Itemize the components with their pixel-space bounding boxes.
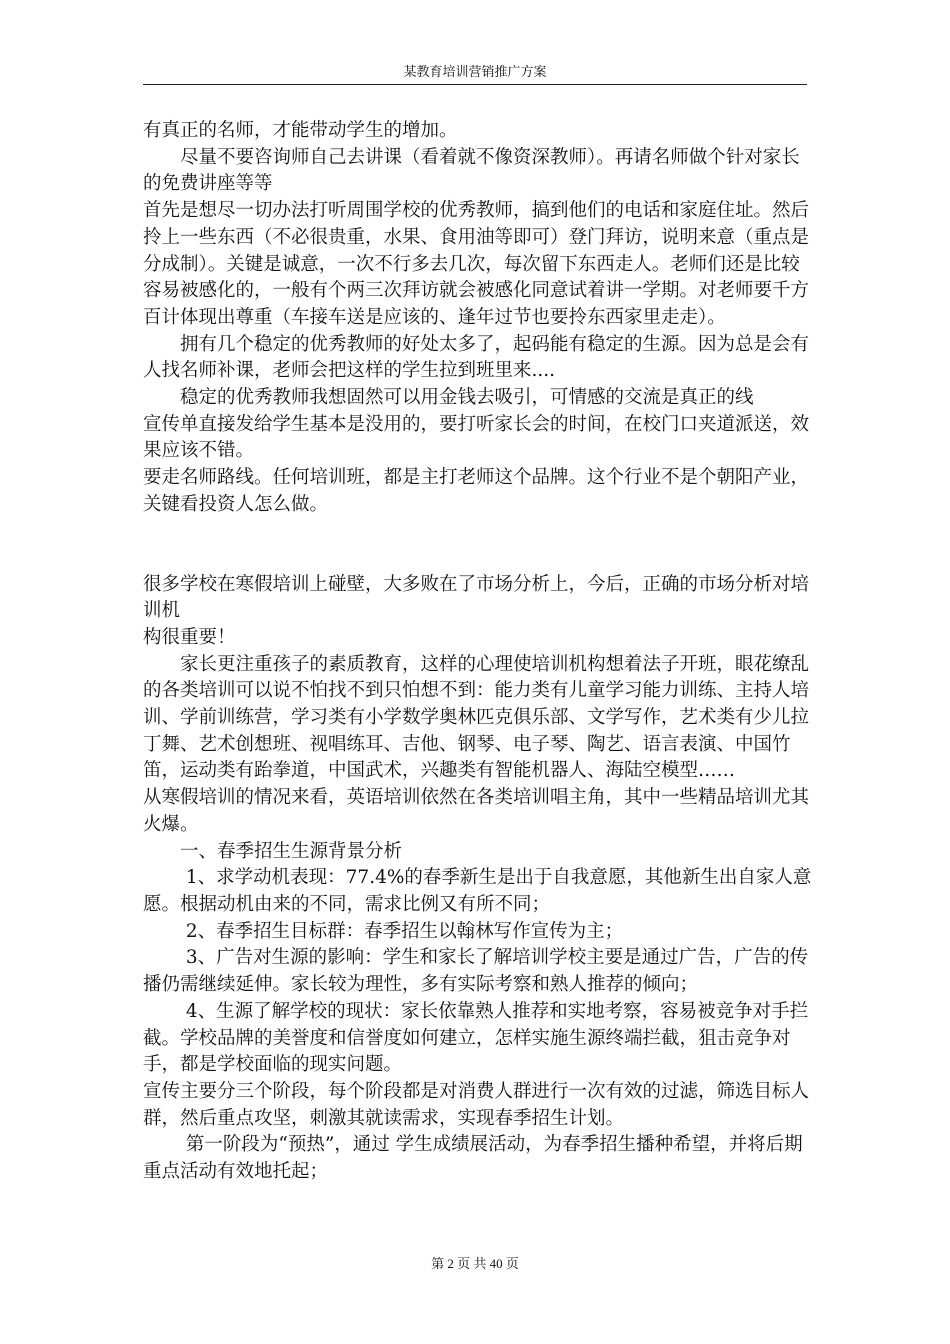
page-number: 第 2 页 共 40 页	[431, 1256, 519, 1271]
paragraph: 构很重要！	[143, 626, 236, 648]
paragraph: 拥有几个稳定的优秀教师的好处太多了，起码能有稳定的生源。因为总是会有人找名师补课，老师会把这样的学生拉到班里来....	[143, 333, 810, 382]
paragraph: 宣传主要分三个阶段，每个阶段都是对消费人群进行一次有效的过滤，筛选目标人群，然后重点攻坚，刺激其就读需求，实现春季招生计划。	[143, 1080, 810, 1129]
list-item: 1、求学动机表现：77.4%的春季新生是出于自我意愿，其他新生出自家人意愿。根据动机由来的不同，需求比例又有所不同；	[143, 867, 812, 915]
paragraph: 稳定的优秀教师我想固然可以用金钱去吸引，可情感的交流是真正的线	[143, 387, 754, 409]
document-body	[143, 118, 813, 1186]
paragraph: 第一阶段为“预热”，通过 学生成绩展活动，为春季招生播种希望，并将后期重点活动有效地托起；	[143, 1134, 803, 1183]
paragraph: 宣传单直接发给学生基本是没用的，要打听家长会的时间，在校门口夹道派送，效果应该不错。	[143, 413, 810, 462]
paragraph: 要走名师路线。任何培训班，都是主打老师这个品牌。这个行业不是个朝阳产业，关键看投资人怎么做。	[143, 467, 810, 515]
list-item: 4、生源了解学校的现状：家长依靠熟人推荐和实地考察，容易被竞争对手拦截。学校品牌的美誉度和信誉度如何建立，怎样实施生源终端拦截，狙击竞争对手，都是学校面临的现实问题。	[143, 1000, 809, 1076]
section-heading: 一、春季招生生源背景分析	[143, 840, 403, 862]
paragraph: 首先是想尽一切办法打听周围学校的优秀教师，搞到他们的电话和家庭住址。然后拎上一些东西（不必很贵重，水果、食用油等即可）登门拜访，说明来意（重点是分成制）。关键是诚意，一次不行多去几次，每次留下东西走人。老师们还是比较容易被感化的，一般有个两三次拜访就会被感化同意试着讲一学期。对老师要千方百计体现出尊重（车接车送是应该的、逢年过节也要拎东西家里走走）。	[143, 200, 810, 328]
section-gap	[143, 519, 813, 572]
header-title: 某教育培训营销推广方案	[403, 64, 547, 79]
paragraph: 家长更注重孩子的素质教育，这样的心理使培训机构想着法子开班，眼花缭乱的各类培训可以说不怕找不到只怕想不到：能力类有儿童学习能力训练、主持人培训、学前训练营，学习类有小学数学奥林匹克俱乐部、文学写作，艺术类有少儿拉丁舞、艺术创想班、视唱练耳、吉他、钢琴、电子琴、陶艺、语言表演、中国竹笛，运动类有跆拳道，中国武术，兴趣类有智能机器人、海陆空模型……	[143, 653, 810, 782]
page-header	[143, 62, 807, 85]
paragraph: 尽量不要咨询师自己去讲课（看着就不像资深教师）。再请名师做个针对家长的免费讲座等等	[143, 146, 800, 195]
list-item: 2、春季招生目标群：春季招生以翰林写作宣传为主；	[143, 920, 624, 942]
paragraph: 从寒假培训的情况来看，英语培训依然在各类培训唱主角，其中一些精品培训尤其火爆。	[143, 787, 810, 835]
list-item: 3、广告对生源的影响：学生和家长了解培训学校主要是通过广告，广告的传播仍需继续延伸。家长较为理性，多有实际考察和熟人推荐的倾向；	[143, 947, 809, 996]
paragraph: 有真正的名师，才能带动学生的增加。	[143, 120, 458, 141]
paragraph: 很多学校在寒假培训上碰壁，大多败在了市场分析上，今后，正确的市场分析对培训机	[143, 573, 810, 622]
page-footer	[0, 1253, 950, 1272]
